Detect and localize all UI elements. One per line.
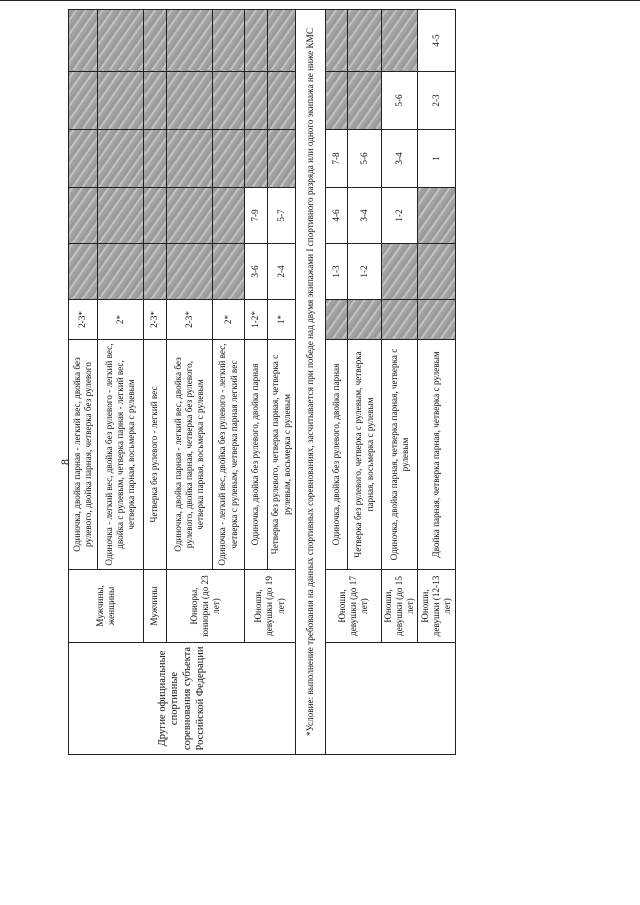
boats-cell: Одиночка - легкий вес, двойка без рулевого - легкий вес, четверка с рулевым, четверка парная легкий вес [213,340,245,570]
na-cell [382,300,418,340]
na-cell [167,10,213,72]
boats-cell: Одиночка, двойка парная - легкий вес, двойка без рулевого, двойка парная, четверка без рулевого [69,340,98,570]
na-cell [245,10,268,72]
na-cell [98,72,144,130]
value-cell: 1-2 [382,188,418,244]
na-cell [167,130,213,188]
value-cell: 1-2 [348,244,382,300]
na-cell [245,72,268,130]
na-cell [69,10,98,72]
na-cell [326,10,348,72]
na-cell [213,10,245,72]
na-cell [418,188,456,244]
na-cell [213,244,245,300]
value-cell: 7-8 [326,130,348,188]
na-cell [167,72,213,130]
boats-cell: Четверка без рулевого, четверка парная, четверка с рулевым, восьмерка с рулевым [268,340,296,570]
na-cell [144,188,167,244]
na-cell [418,300,456,340]
na-cell [98,130,144,188]
sports-rank-requirements-table [68,9,456,755]
value-cell: 1-3 [326,244,348,300]
na-cell [98,244,144,300]
na-cell [382,10,418,72]
na-cell [69,72,98,130]
boats-cell: Четверка без рулевого - легкий вес [144,340,167,570]
na-cell [144,244,167,300]
place-cell: 2-3* [167,300,213,340]
category-cell: Мужчины [144,570,167,643]
place-cell: 2* [98,300,144,340]
na-cell [268,130,296,188]
place-cell: 2* [213,300,245,340]
boats-cell: Одиночка - легкий вес, двойка без рулевого - легкий вес, двойка с рулевым, четверка парная - легкий вес, четверка парная, восьмерка с рулевым [98,340,144,570]
table-row [69,10,98,755]
na-cell [69,244,98,300]
value-cell: 3-4 [348,188,382,244]
na-cell [268,10,296,72]
na-cell [348,10,382,72]
boats-cell: Одиночка, двойка без рулевого, двойка парная [245,340,268,570]
value-cell: 1 [418,130,456,188]
place-cell: 1-2* [245,300,268,340]
na-cell [348,300,382,340]
boats-cell: Двойка парная, четверка парная, четверка с рулевым [418,340,456,570]
category-cell: Юниоры, юниорки (до 23 лет) [167,570,245,643]
value-cell: 3-6 [245,244,268,300]
place-cell: 1* [268,300,296,340]
na-cell [167,244,213,300]
value-cell: 3-4 [382,130,418,188]
na-cell [245,130,268,188]
na-cell [69,188,98,244]
na-cell [418,244,456,300]
group-title-cell: Другие официальные спортивные соревнования субъекта Российской Федерации [69,643,296,755]
place-cell: 2-3* [69,300,98,340]
value-cell: 2-4 [268,244,296,300]
page-number: 8 [58,459,72,465]
boats-cell: Одиночка, двойка парная, четверка парная, четверка с рулевым [382,340,418,570]
na-cell [382,244,418,300]
value-cell: 5-6 [348,130,382,188]
na-cell [69,130,98,188]
value-cell: 5-7 [268,188,296,244]
na-cell [167,188,213,244]
category-cell: Мужчины, женщины [69,570,144,643]
blank-group-cell [326,643,456,755]
value-cell: 5-6 [382,72,418,130]
table-row [326,10,348,755]
na-cell [213,72,245,130]
na-cell [144,72,167,130]
footnote: *Условие: выполнение требования на данных спортивных соревнованиях, засчитывается при победе над двумя экипажами I спортивного разряда или одного экипажа не ниже КМС [296,10,326,755]
na-cell [144,10,167,72]
na-cell [98,10,144,72]
na-cell [98,188,144,244]
na-cell [326,72,348,130]
value-cell: 4-6 [326,188,348,244]
category-cell: Юноши, девушки (12-13 лет) [418,570,456,643]
place-cell: 2-3* [144,300,167,340]
na-cell [268,72,296,130]
value-cell: 2-3 [418,72,456,130]
na-cell [144,130,167,188]
category-cell: Юноши, девушки (до 17 лет) [326,570,382,643]
category-cell: Юноши, девушки (до 19 лет) [245,570,296,643]
boats-cell: Четверка без рулевого, четверка с рулевым, четверка парная, восьмерка с рулевым [348,340,382,570]
na-cell [213,188,245,244]
value-cell: 4-5 [418,10,456,72]
value-cell: 7-9 [245,188,268,244]
na-cell [213,130,245,188]
footnote-row [296,10,326,755]
boats-cell: Одиночка, двойка без рулевого, двойка парная [326,340,348,570]
category-cell: Юноши, девушки (до 15 лет) [382,570,418,643]
na-cell [326,300,348,340]
boats-cell: Одиночка, двойка парная - легкий вес, двойка без рулевого, двойка парная, четверка без рулевого, четверка парная, восьмерка с рулевым [167,340,213,570]
na-cell [348,72,382,130]
